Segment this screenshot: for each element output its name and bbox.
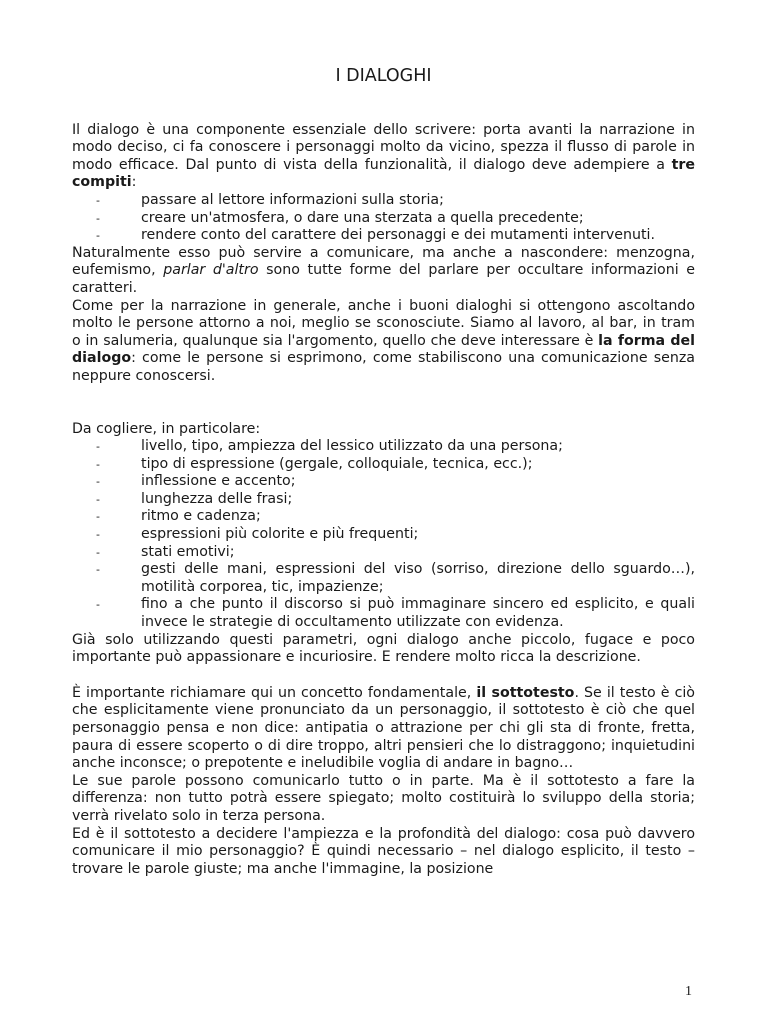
paragraph-listening: Come per la narrazione in generale, anche i buoni dialoghi si ottengono ascoltando molto le persone attorno a noi, meglio se sconosciute. Siamo al lavoro, al bar, in tram o in salumeria, qualunque sia l'argomento, quello che deve interessare è la forma del dialogo: come le persone si esprimono, come stabiliscono una comunicazione senza neppure conoscersi. xyxy=(72,297,695,384)
bullet-dash: - xyxy=(96,492,100,506)
list-item: - rendere conto del carattere dei personaggi e dei mutamenti intervenuti. xyxy=(96,227,655,244)
bullet-dash: - xyxy=(96,193,100,207)
list-item: - espressioni più colorite e più frequenti; xyxy=(96,526,419,543)
bullet-dash: - xyxy=(96,598,100,612)
paragraph-intro: Il dialogo è una componente essenziale dello scrivere: porta avanti la narrazione in modo deciso, ci fa conoscere i personaggi molto da vicino, spezza il flusso di parole in modo efficace. Dal punto di vista della funzionalità, il dialogo deve adempiere a tre compiti: xyxy=(72,121,695,191)
bold-forma-dialogo: la forma del dialogo xyxy=(72,332,695,367)
list-item: - ritmo e cadenza; xyxy=(96,508,261,525)
bullet-dash: - xyxy=(96,457,100,471)
page-title: I DIALOGHI xyxy=(335,66,432,86)
bullet-dash: - xyxy=(96,545,100,559)
paragraph-parameters: Già solo utilizzando questi parametri, ogni dialogo anche piccolo, fugace e poco importante può appassionare e incuriosire. E rendere molto ricca la descrizione. xyxy=(72,631,695,666)
list-item: - stati emotivi; xyxy=(96,543,235,560)
bold-sottotesto: il sottotesto xyxy=(476,684,575,701)
page-number: 1 xyxy=(685,984,692,999)
paragraph-words: Le sue parole possono comunicarlo tutto o in parte. Ma è il sottotesto a fare la differenza: non tutto potrà essere spiegato; molto costituirà lo sviluppo della storia; verrà rivelato solo in terza persona. xyxy=(72,772,695,824)
list-item: - lunghezza delle frasi; xyxy=(96,490,293,507)
list-item: - passare al lettore informazioni sulla storia; xyxy=(96,191,444,208)
list-tasks xyxy=(72,192,695,245)
paragraph-depth: Ed è il sottotesto a decidere l'ampiezza e la profondità del dialogo: cosa può davvero comunicare il mio personaggio? È quindi necessario – nel dialogo esplicito, il testo – trovare le parole giuste; ma anche l'immagine, la posizione xyxy=(72,825,695,877)
list-item: - creare un'atmosfera, o dare una sterzata a quella precedente; xyxy=(96,209,584,226)
list-item: - gesti delle mani, espressioni del viso (sorriso, direzione dello sguardo…), motilità corporea, tic, impazienze; xyxy=(96,561,695,595)
bullet-dash: - xyxy=(96,510,100,524)
bullet-dash: - xyxy=(96,440,100,454)
bullet-dash: - xyxy=(96,229,100,243)
bullet-dash: - xyxy=(96,528,100,542)
bullet-dash: - xyxy=(96,475,100,489)
document-page xyxy=(72,68,695,878)
list-item: - inflessione e accento; xyxy=(96,473,296,490)
list-aspects xyxy=(72,438,695,632)
list-item: - fino a che punto il discorso si può immaginare sincero ed esplicito, e quali invece le strategie di occultamento utilizzate con evidenza. xyxy=(96,596,695,631)
bullet-dash: - xyxy=(96,563,100,577)
bold-tre-compiti: tre compiti xyxy=(72,156,695,191)
paragraph-conceal: Naturalmente esso può servire a comunicare, ma anche a nascondere: menzogna, eufemismo, parlar d'altro sono tutte forme del parlare per occultare informazioni e caratteri. xyxy=(72,244,695,296)
list-item: - tipo di espressione (gergale, colloquiale, tecnica, ecc.); xyxy=(96,455,533,472)
italic-parlar-daltro: parlar d'altro xyxy=(163,262,259,279)
paragraph-sottotesto: È importante richiamare qui un concetto fondamentale, il sottotesto. Se il testo è ciò che esplicitamente viene pronunciato da un personaggio, il sottotesto è ciò che quel personaggio pensa e non dice: antipatia o attrazione per chi gli sta di fronte, fretta, paura di essere scoperto o di dire troppo, altri pensieri che lo distraggono; inquietudini anche inconsce; o prepotente e ineludibile voglia di andare in bagno… xyxy=(72,684,695,772)
paragraph-da-cogliere: Da cogliere, in particolare: xyxy=(72,420,261,437)
spacer xyxy=(72,667,695,685)
spacer xyxy=(72,386,695,421)
bullet-dash: - xyxy=(96,211,100,225)
list-item: - livello, tipo, ampiezza del lessico utilizzato da una persona; xyxy=(96,438,563,455)
